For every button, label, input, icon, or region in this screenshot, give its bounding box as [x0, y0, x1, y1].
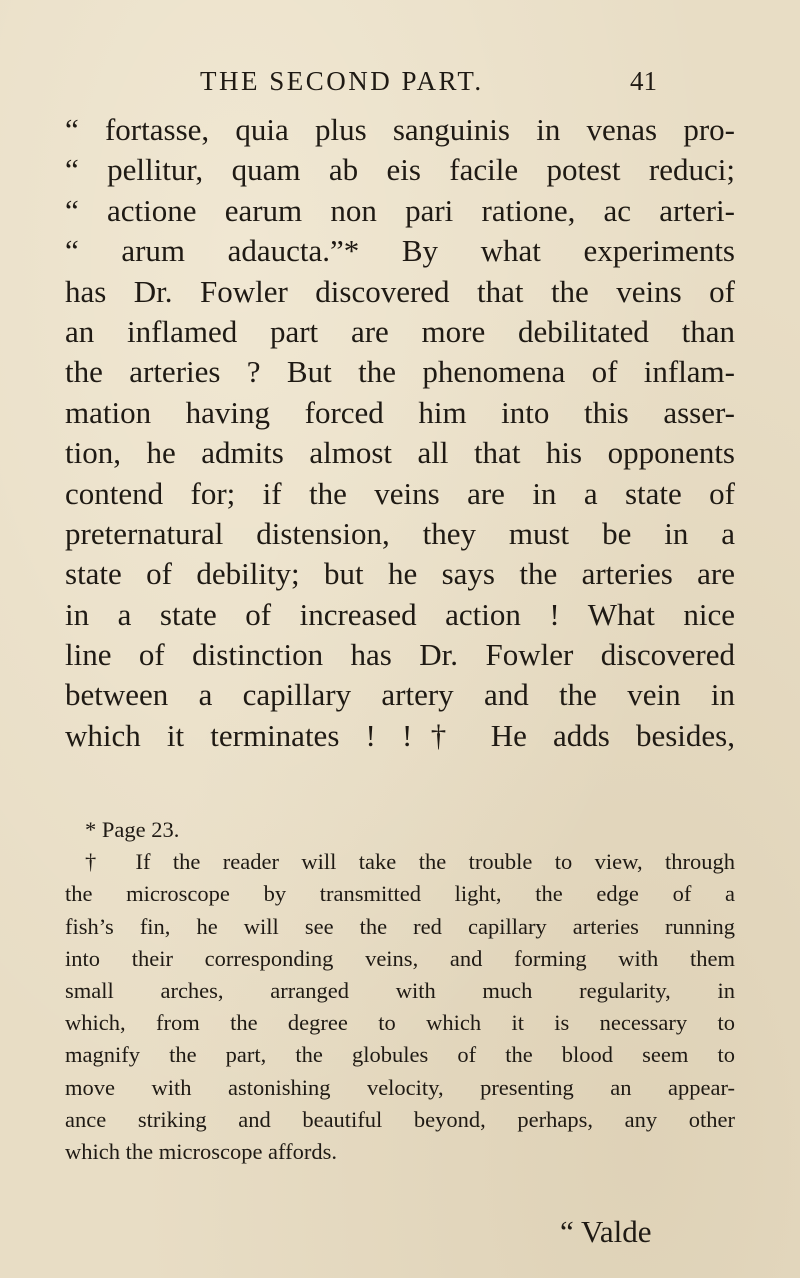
body-line: contend for; if the veins are in a state of	[65, 475, 735, 511]
running-head	[0, 64, 800, 104]
body-line: has Dr. Fowler discovered that the veins of	[65, 273, 735, 309]
footnotes	[65, 814, 735, 1168]
body-text	[65, 110, 735, 756]
footnote-line: move with astonishing velocity, presenting an appear-	[65, 1074, 735, 1100]
footnote-line: magnify the part, the globules of the blood seem to	[65, 1042, 735, 1068]
body-line: “ actione earum non pari ratione, ac arteri-	[65, 192, 735, 228]
body-line: preternatural distension, they must be in a	[65, 515, 735, 551]
footnote-line: the microscope by transmitted light, the edge of a	[65, 881, 735, 907]
body-line: “ pellitur, quam ab eis facile potest reduci;	[65, 152, 735, 188]
footnote-line: small arches, arranged with much regularity, in	[65, 977, 735, 1003]
body-line: between a capillary artery and the vein in	[65, 677, 735, 713]
footnote-line: into their corresponding veins, and forming with them	[65, 945, 735, 971]
body-line: in a state of increased action ! What nice	[65, 596, 735, 632]
body-line: which it terminates ! !† He adds besides,	[65, 717, 735, 753]
body-line: mation having forced him into this asser-	[65, 394, 735, 430]
body-line: “ arum adaucta.”* By what experiments	[65, 233, 735, 269]
body-line: an inflamed part are more debilitated than	[65, 313, 735, 349]
running-title: THE SECOND PART.	[200, 66, 484, 96]
footnote-line: ance striking and beautiful beyond, perhaps, any other	[65, 1106, 735, 1132]
body-line: “ fortasse, quia plus sanguinis in venas pro-	[65, 112, 735, 147]
footnote-page-reference: * Page 23.	[85, 817, 180, 842]
body-line: state of debility; but he says the arteries are	[65, 556, 735, 592]
body-line: tion, he admits almost all that his opponents	[65, 435, 735, 471]
body-line: the arteries ? But the phenomena of inflam-	[65, 354, 735, 390]
page-number: 41	[630, 66, 657, 96]
catchword: “ Valde	[560, 1214, 652, 1249]
body-line: line of distinction has Dr. Fowler discovered	[65, 637, 735, 673]
footnote-line: which the microscope affords.	[65, 1138, 337, 1164]
footnote-line: which, from the degree to which it is necessary to	[65, 1010, 735, 1036]
footnote-line: † If the reader will take the trouble to view, through	[85, 849, 735, 875]
footnote-line: fish’s fin, he will see the red capillary arteries running	[65, 913, 735, 939]
